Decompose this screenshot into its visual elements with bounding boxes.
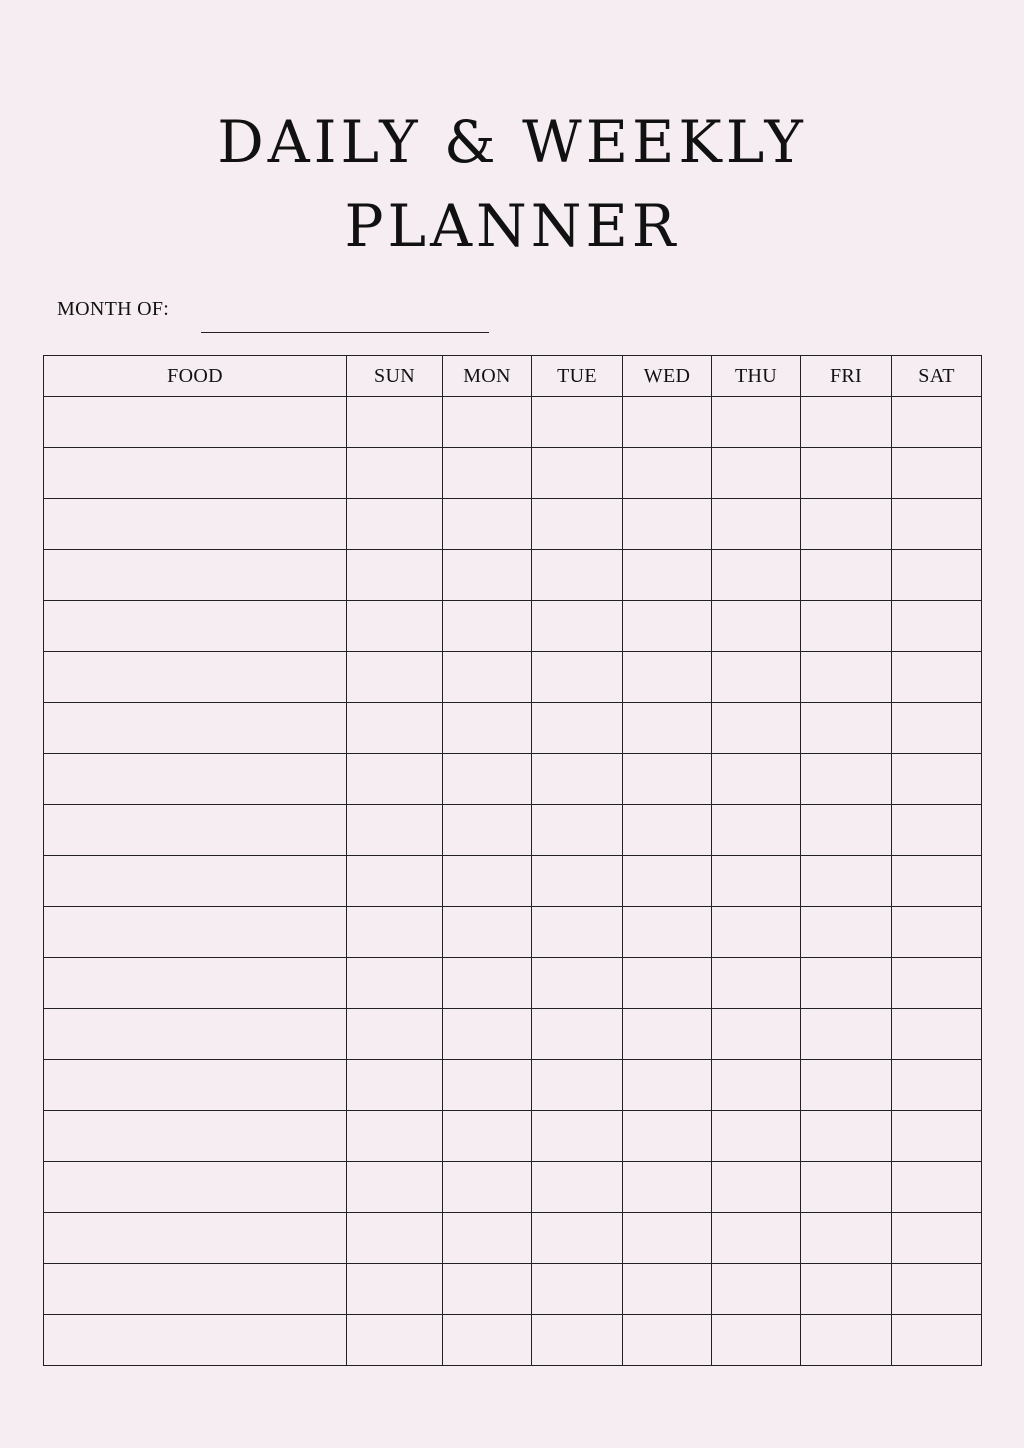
cell-sun[interactable] — [347, 1213, 443, 1264]
cell-food[interactable] — [44, 1264, 347, 1315]
cell-mon[interactable] — [443, 652, 532, 703]
cell-sun[interactable] — [347, 499, 443, 550]
cell-food[interactable] — [44, 448, 347, 499]
cell-sun[interactable] — [347, 1264, 443, 1315]
column-header-fri: FRI — [801, 356, 892, 397]
cell-mon[interactable] — [443, 397, 532, 448]
cell-sun[interactable] — [347, 1111, 443, 1162]
column-header-sat: SAT — [892, 356, 982, 397]
cell-thu[interactable] — [712, 1213, 801, 1264]
table-row — [44, 448, 982, 499]
table-row — [44, 652, 982, 703]
cell-mon[interactable] — [443, 601, 532, 652]
cell-thu[interactable] — [712, 1162, 801, 1213]
cell-wed[interactable] — [623, 1009, 712, 1060]
cell-thu[interactable] — [712, 397, 801, 448]
cell-thu[interactable] — [712, 499, 801, 550]
cell-tue[interactable] — [532, 652, 623, 703]
planner-table — [43, 355, 982, 1366]
cell-tue[interactable] — [532, 397, 623, 448]
cell-sat[interactable] — [892, 856, 982, 907]
cell-wed[interactable] — [623, 1315, 712, 1366]
cell-food[interactable] — [44, 499, 347, 550]
column-header-mon: MON — [443, 356, 532, 397]
cell-wed[interactable] — [623, 1111, 712, 1162]
cell-thu[interactable] — [712, 754, 801, 805]
cell-tue[interactable] — [532, 1060, 623, 1111]
cell-fri[interactable] — [801, 550, 892, 601]
table-row — [44, 499, 982, 550]
table-row — [44, 907, 982, 958]
cell-fri[interactable] — [801, 1060, 892, 1111]
cell-tue[interactable] — [532, 601, 623, 652]
cell-wed[interactable] — [623, 754, 712, 805]
cell-mon[interactable] — [443, 1264, 532, 1315]
cell-mon[interactable] — [443, 1060, 532, 1111]
cell-mon[interactable] — [443, 703, 532, 754]
table-row — [44, 958, 982, 1009]
cell-tue[interactable] — [532, 1111, 623, 1162]
cell-tue[interactable] — [532, 1213, 623, 1264]
cell-sun[interactable] — [347, 1315, 443, 1366]
cell-food[interactable] — [44, 601, 347, 652]
cell-tue[interactable] — [532, 907, 623, 958]
cell-sat[interactable] — [892, 958, 982, 1009]
cell-fri[interactable] — [801, 601, 892, 652]
column-header-sun: SUN — [347, 356, 443, 397]
cell-tue[interactable] — [532, 805, 623, 856]
cell-wed[interactable] — [623, 550, 712, 601]
cell-sat[interactable] — [892, 1009, 982, 1060]
cell-sat[interactable] — [892, 499, 982, 550]
cell-thu[interactable] — [712, 703, 801, 754]
cell-food[interactable] — [44, 1060, 347, 1111]
table-row — [44, 1315, 982, 1366]
month-of-label: MONTH OF: — [57, 298, 170, 320]
cell-food[interactable] — [44, 856, 347, 907]
cell-tue[interactable] — [532, 1009, 623, 1060]
cell-fri[interactable] — [801, 703, 892, 754]
cell-food[interactable] — [44, 397, 347, 448]
cell-wed[interactable] — [623, 448, 712, 499]
cell-sun[interactable] — [347, 397, 443, 448]
cell-tue[interactable] — [532, 1315, 623, 1366]
cell-fri[interactable] — [801, 856, 892, 907]
cell-thu[interactable] — [712, 550, 801, 601]
cell-food[interactable] — [44, 703, 347, 754]
cell-wed[interactable] — [623, 856, 712, 907]
cell-thu[interactable] — [712, 1315, 801, 1366]
cell-food[interactable] — [44, 550, 347, 601]
cell-mon[interactable] — [443, 805, 532, 856]
cell-sun[interactable] — [347, 448, 443, 499]
table-row — [44, 1009, 982, 1060]
cell-tue[interactable] — [532, 703, 623, 754]
cell-wed[interactable] — [623, 499, 712, 550]
cell-food[interactable] — [44, 958, 347, 1009]
table-row — [44, 601, 982, 652]
cell-tue[interactable] — [532, 754, 623, 805]
cell-wed[interactable] — [623, 958, 712, 1009]
cell-wed[interactable] — [623, 805, 712, 856]
cell-tue[interactable] — [532, 1162, 623, 1213]
cell-fri[interactable] — [801, 397, 892, 448]
cell-fri[interactable] — [801, 499, 892, 550]
cell-wed[interactable] — [623, 397, 712, 448]
table-row — [44, 1111, 982, 1162]
cell-thu[interactable] — [712, 805, 801, 856]
cell-fri[interactable] — [801, 1213, 892, 1264]
cell-sat[interactable] — [892, 805, 982, 856]
cell-food[interactable] — [44, 1111, 347, 1162]
cell-sat[interactable] — [892, 1264, 982, 1315]
cell-mon[interactable] — [443, 754, 532, 805]
cell-mon[interactable] — [443, 958, 532, 1009]
cell-sat[interactable] — [892, 397, 982, 448]
table-row — [44, 1213, 982, 1264]
table-row — [44, 1264, 982, 1315]
cell-sun[interactable] — [347, 1009, 443, 1060]
cell-fri[interactable] — [801, 652, 892, 703]
cell-thu[interactable] — [712, 601, 801, 652]
cell-mon[interactable] — [443, 1111, 532, 1162]
cell-thu[interactable] — [712, 1264, 801, 1315]
cell-food[interactable] — [44, 1315, 347, 1366]
cell-fri[interactable] — [801, 754, 892, 805]
column-header-wed: WED — [623, 356, 712, 397]
cell-fri[interactable] — [801, 1264, 892, 1315]
cell-mon[interactable] — [443, 499, 532, 550]
cell-thu[interactable] — [712, 448, 801, 499]
column-header-food: FOOD — [44, 356, 347, 397]
cell-mon[interactable] — [443, 907, 532, 958]
cell-sun[interactable] — [347, 601, 443, 652]
column-header-thu: THU — [712, 356, 801, 397]
month-of-row — [57, 296, 497, 336]
cell-sat[interactable] — [892, 601, 982, 652]
cell-food[interactable] — [44, 907, 347, 958]
cell-sun[interactable] — [347, 856, 443, 907]
cell-tue[interactable] — [532, 550, 623, 601]
cell-wed[interactable] — [623, 703, 712, 754]
cell-thu[interactable] — [712, 958, 801, 1009]
cell-wed[interactable] — [623, 1060, 712, 1111]
cell-thu[interactable] — [712, 652, 801, 703]
cell-sat[interactable] — [892, 907, 982, 958]
cell-thu[interactable] — [712, 907, 801, 958]
cell-sun[interactable] — [347, 1060, 443, 1111]
table-row — [44, 1162, 982, 1213]
cell-mon[interactable] — [443, 856, 532, 907]
table-header-row — [44, 356, 982, 397]
table-row — [44, 805, 982, 856]
cell-tue[interactable] — [532, 958, 623, 1009]
cell-food[interactable] — [44, 652, 347, 703]
cell-sat[interactable] — [892, 703, 982, 754]
cell-thu[interactable] — [712, 1060, 801, 1111]
title-line-2: PLANNER — [344, 192, 680, 260]
cell-wed[interactable] — [623, 652, 712, 703]
cell-wed[interactable] — [623, 1264, 712, 1315]
cell-sat[interactable] — [892, 1315, 982, 1366]
cell-mon[interactable] — [443, 550, 532, 601]
table-row — [44, 397, 982, 448]
cell-sat[interactable] — [892, 550, 982, 601]
cell-mon[interactable] — [443, 1315, 532, 1366]
cell-mon[interactable] — [443, 448, 532, 499]
cell-food[interactable] — [44, 1009, 347, 1060]
cell-wed[interactable] — [623, 1213, 712, 1264]
cell-wed[interactable] — [623, 601, 712, 652]
column-header-tue: TUE — [532, 356, 623, 397]
cell-sun[interactable] — [347, 1162, 443, 1213]
cell-fri[interactable] — [801, 1315, 892, 1366]
table-row — [44, 856, 982, 907]
cell-sun[interactable] — [347, 550, 443, 601]
cell-sun[interactable] — [347, 703, 443, 754]
table-row — [44, 703, 982, 754]
cell-fri[interactable] — [801, 1162, 892, 1213]
cell-food[interactable] — [44, 805, 347, 856]
table-row — [44, 754, 982, 805]
cell-thu[interactable] — [712, 1009, 801, 1060]
cell-sat[interactable] — [892, 1111, 982, 1162]
cell-sat[interactable] — [892, 1213, 982, 1264]
cell-mon[interactable] — [443, 1009, 532, 1060]
cell-mon[interactable] — [443, 1162, 532, 1213]
planner-table-body — [44, 397, 982, 1366]
cell-fri[interactable] — [801, 448, 892, 499]
table-row — [44, 550, 982, 601]
cell-sat[interactable] — [892, 1060, 982, 1111]
cell-fri[interactable] — [801, 907, 892, 958]
cell-sun[interactable] — [347, 958, 443, 1009]
cell-thu[interactable] — [712, 1111, 801, 1162]
title-line-1: DAILY & WEEKLY — [217, 108, 807, 176]
cell-sat[interactable] — [892, 1162, 982, 1213]
cell-sun[interactable] — [347, 907, 443, 958]
cell-sat[interactable] — [892, 652, 982, 703]
month-of-field[interactable] — [201, 332, 489, 333]
page-title — [0, 100, 1024, 268]
cell-tue[interactable] — [532, 448, 623, 499]
cell-tue[interactable] — [532, 499, 623, 550]
cell-food[interactable] — [44, 1162, 347, 1213]
cell-wed[interactable] — [623, 907, 712, 958]
cell-food[interactable] — [44, 754, 347, 805]
cell-food[interactable] — [44, 1213, 347, 1264]
cell-sun[interactable] — [347, 652, 443, 703]
cell-sat[interactable] — [892, 754, 982, 805]
cell-fri[interactable] — [801, 1111, 892, 1162]
cell-wed[interactable] — [623, 1162, 712, 1213]
cell-fri[interactable] — [801, 1009, 892, 1060]
cell-mon[interactable] — [443, 1213, 532, 1264]
cell-fri[interactable] — [801, 805, 892, 856]
cell-thu[interactable] — [712, 856, 801, 907]
table-row — [44, 1060, 982, 1111]
cell-fri[interactable] — [801, 958, 892, 1009]
cell-sun[interactable] — [347, 754, 443, 805]
cell-tue[interactable] — [532, 1264, 623, 1315]
cell-sun[interactable] — [347, 805, 443, 856]
cell-tue[interactable] — [532, 856, 623, 907]
cell-sat[interactable] — [892, 448, 982, 499]
